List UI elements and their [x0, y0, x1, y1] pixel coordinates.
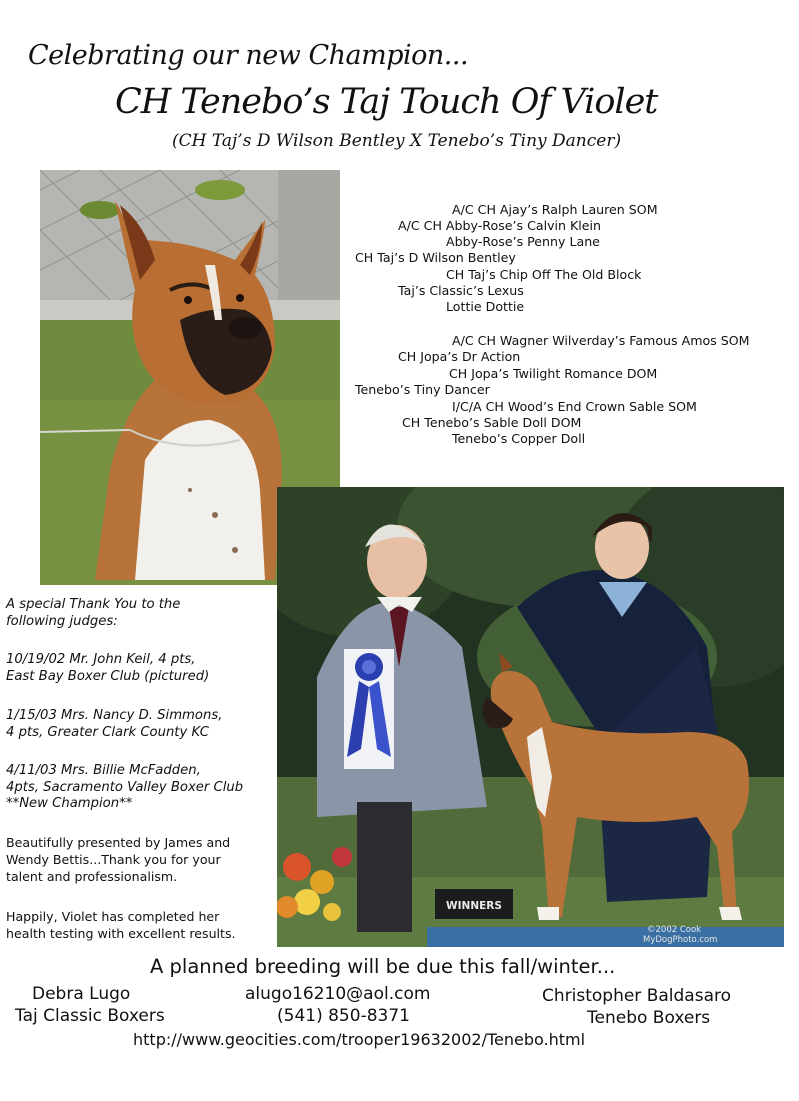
health-line1: Happily, Violet has completed her — [6, 909, 220, 924]
thanks-intro-line1: A special Thank You to the — [6, 597, 181, 612]
judge1-line2: East Bay Boxer Club (pictured) — [6, 669, 210, 684]
judge2-line2: 4 pts, Greater Clark County KC — [6, 725, 209, 740]
pedigree-sire-sire: A/C CH Abby-Rose’s Calvin Klein — [398, 218, 602, 233]
kennel-tenebo: Tenebo Boxers — [587, 1008, 711, 1028]
presented-line1: Beautifully presented by James and — [6, 835, 231, 850]
judge2-line1: 1/15/03 Mrs. Nancy D. Simmons, — [6, 708, 223, 723]
photo-credit-copyright: ©2002 Cook — [647, 925, 702, 935]
pedigree-dam: Tenebo’s Tiny Dancer — [355, 382, 490, 397]
pedigree-sire-dam: Taj’s Classic’s Lexus — [398, 283, 524, 298]
judge3-line1: 4/11/03 Mrs. Billie McFadden, — [6, 763, 201, 778]
contact-phone: (541) 850-8371 — [277, 1006, 410, 1026]
judge3-line3: **New Champion** — [6, 796, 133, 811]
thanks-intro-line2: following judges: — [6, 614, 118, 629]
pedigree-sire-sire-sire: A/C CH Ajay’s Ralph Lauren SOM — [452, 202, 658, 217]
pedigree-dam-dam-dam: Tenebo’s Copper Doll — [452, 431, 586, 446]
contact-name-debra: Debra Lugo — [32, 984, 131, 1004]
pedigree-dam-sire: CH Jopa’s Dr Action — [398, 349, 521, 364]
presented-line2: Wendy Bettis...Thank you for your — [6, 852, 221, 867]
judge3-line2: 4pts, Sacramento Valley Boxer Club — [6, 780, 244, 795]
pedigree-sire-dam-sire: CH Taj’s Chip Off The Old Block — [446, 267, 642, 282]
judge1-line1: 10/19/02 Mr. John Keil, 4 pts, — [6, 652, 196, 667]
pedigree-dam-dam: CH Tenebo’s Sable Doll DOM — [402, 415, 582, 430]
pedigree-sire-sire-dam: Abby-Rose’s Penny Lane — [446, 234, 600, 249]
pedigree-dam-dam-sire: I/C/A CH Wood’s End Crown Sable SOM — [452, 399, 697, 414]
pedigree-sire: CH Taj’s D Wilson Bentley — [355, 250, 516, 265]
kennel-taj-classic: Taj Classic Boxers — [15, 1006, 165, 1026]
show-win-illustration — [277, 487, 784, 947]
pedigree-dam-sire-dam: CH Jopa’s Twilight Romance DOM — [449, 366, 658, 381]
planned-breeding-notice: A planned breeding will be due this fall/winter... — [150, 955, 616, 978]
presented-line3: talent and professionalism. — [6, 869, 178, 884]
parentage-subtitle: (CH Taj’s D Wilson Bentley X Tenebo’s Tiny Dancer) — [172, 131, 622, 151]
pedigree-sire-dam-dam: Lottie Dottie — [446, 299, 525, 314]
headline-celebrating: Celebrating our new Champion... — [28, 40, 469, 71]
winners-sign-text: WINNERS — [446, 900, 502, 912]
website-url[interactable]: http://www.geocities.com/trooper19632002/Tenebo.html — [133, 1030, 586, 1049]
champion-name-title: CH Tenebo’s Taj Touch Of Violet — [115, 82, 658, 122]
show-win-photo — [277, 487, 784, 947]
contact-name-christopher: Christopher Baldasaro — [542, 986, 732, 1006]
contact-email[interactable]: alugo16210@aol.com — [245, 984, 431, 1004]
photo-credit-site: MyDogPhoto.com — [643, 935, 718, 945]
health-line2: health testing with excellent results. — [6, 926, 236, 941]
pedigree-dam-sire-sire: A/C CH Wagner Wilverday’s Famous Amos SOM — [452, 333, 750, 348]
